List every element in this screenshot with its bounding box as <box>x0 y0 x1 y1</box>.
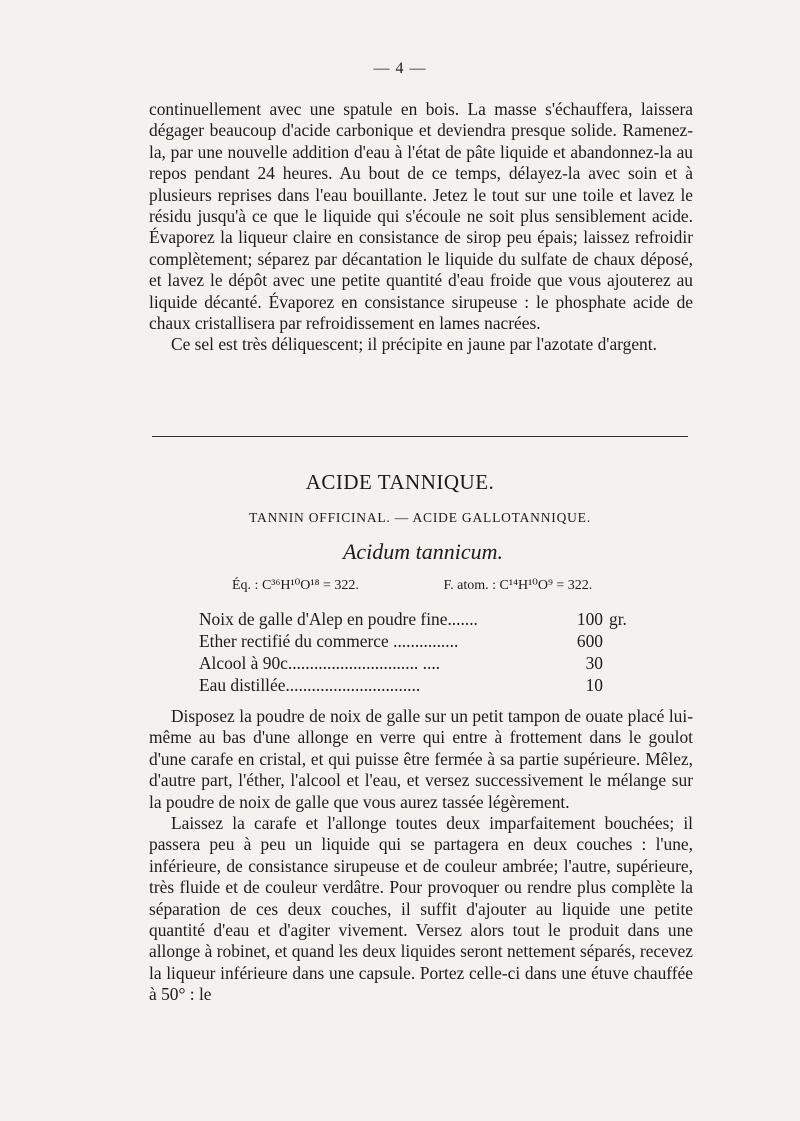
section-title: ACIDE TANNIQUE. <box>305 470 495 494</box>
formula-row <box>232 577 672 594</box>
ingredient-row <box>199 652 649 674</box>
formula-atomic: F. atom. : C¹⁴H¹⁰O⁹ = 322. <box>443 578 593 593</box>
continued-text <box>149 99 693 356</box>
ingredient-unit: gr. <box>609 609 627 629</box>
procedure-text <box>149 706 693 1006</box>
formula-equivalent: Éq. : C³⁶H¹⁰O¹⁸ = 322. <box>232 578 359 593</box>
ingredient-unit <box>603 674 609 696</box>
page-number: — 4 — <box>373 60 427 77</box>
ingredient-row <box>199 608 649 630</box>
ingredient-list <box>199 608 649 696</box>
section-divider <box>152 436 688 437</box>
paragraph: Disposez la poudre de noix de galle sur un petit tampon de ouate placé lui-même au bas d'une allonge en verre qui entre à frottement dans le goulot d'une carafe en cristal, et qui puisse être fermée à sa partie supérieure. Mêlez, d'autre part, l'éther, l'alcool et l'eau, et versez successivement le mélange sur la poudre de noix de galle que vous aurez tassée légèrement. <box>149 706 693 812</box>
ingredient-name: Ether rectifié du commerce ............... <box>199 631 459 651</box>
ingredient-quantity: 600 <box>576 631 603 651</box>
ingredient-quantity: 100 <box>576 609 603 629</box>
paragraph: continuellement avec une spatule en bois. La masse s'échauffera, laissera dégager beaucoup d'acide carbonique et deviendra presque solide. Ramenez-la, par une nouvelle addition d'eau à l'état de pâte liquide et abandonnez-la au repos pendant 24 heures. Au bout de ce temps, délayez-la avec soin et à plusieurs reprises dans l'eau bouillante. Jetez le tout sur une toile et lavez le résidu jusqu'à ce que le liquide qui s'écoule ne soit plus sensiblement acide. Évaporez la liqueur claire en consistance de sirop peu épais; laissez refroidir complètement; séparez par décantation le liquide du sulfate de chaux déposé, et lavez le dépôt avec une petite quantité d'eau froide que vous ajouterez au liquide décanté. Évaporez en consistance sirupeuse : le phosphate acide de chaux cristallisera par refroidissement en lames nacrées. <box>149 99 693 334</box>
ingredient-name: Eau distillée............................... <box>199 675 421 695</box>
ingredient-row <box>199 630 649 652</box>
ingredient-quantity: 10 <box>585 675 603 695</box>
ingredient-quantity: 30 <box>585 653 603 673</box>
ingredient-row <box>199 674 649 696</box>
section-subtitle: TANNIN OFFICINAL. — ACIDE GALLOTANNIQUE. <box>249 510 591 525</box>
ingredient-name: Noix de galle d'Alep en poudre fine....... <box>199 609 478 629</box>
paragraph: Ce sel est très déliquescent; il précipite en jaune par l'azotate d'argent. <box>171 334 657 355</box>
ingredient-unit <box>603 630 609 652</box>
paragraph: Laissez la carafe et l'allonge toutes deux imparfaitement bouchées; il passera peu à peu un liquide qui se partagera en deux couches : l'une, inférieure, de consistance sirupeuse et de couleur ambrée; l'autre, supérieure, très fluide et de couleur verdâtre. Pour provoquer ou rendre plus complète la séparation de ces deux couches, il suffit d'ajouter au liquide une petite quantité d'eau et d'agiter vivement. Versez alors tout le produit dans une allonge à robinet, et quand les deux liquides seront nettement séparés, recevez la liqueur inférieure dans une capsule. Portez celle-ci dans une étuve chauffée à 50° : le <box>149 813 693 1005</box>
ingredient-name: Alcool à 90c.............................. .... <box>199 653 441 673</box>
latin-name: Acidum tannicum. <box>342 539 504 564</box>
ingredient-unit <box>603 652 609 674</box>
